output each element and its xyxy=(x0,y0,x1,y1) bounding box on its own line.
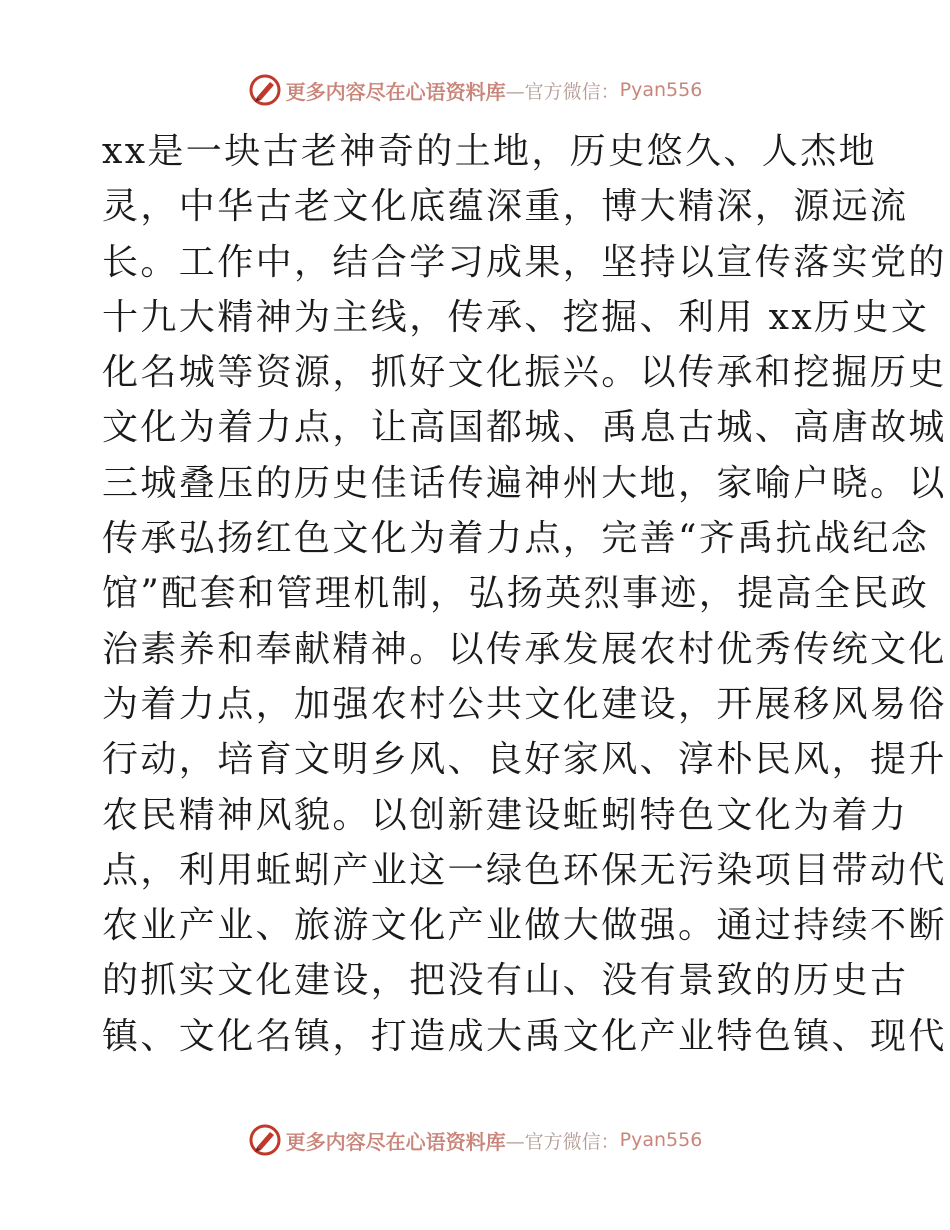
body-line: 文化为着力点，让高国都城、禹息古城、高唐故城 xyxy=(102,407,947,449)
body-line: 十九大精神为主线，传承、挖掘、利用 xx历史文 xyxy=(102,296,930,338)
body-line: 农业产业、旅游文化产业做大做强。通过持续不断 xyxy=(102,905,947,947)
body-line: xx是一块古老神奇的土地，历史悠久、人杰地 xyxy=(102,131,878,172)
header-banner-id: Pyan556 xyxy=(619,79,703,101)
header-banner-separator: —官方微信： xyxy=(505,80,620,103)
footer-banner xyxy=(0,1118,950,1162)
body-line: 的抓实文化建设，把没有山、没有景致的历史古 xyxy=(102,960,909,1002)
body-line: 为着力点，加强农村公共文化建设，开展移风易俗 xyxy=(102,683,947,725)
body-line: 灵，中华古老文化底蕴深重，博大精深，源远流 xyxy=(102,186,909,228)
body-line: 三城叠压的历史佳话传遍神州大地，家喻户晓。以 xyxy=(102,462,947,504)
footer-banner-id: Pyan556 xyxy=(619,1129,703,1151)
body-line: 馆”配套和管理机制，弘扬英烈事迹，提高全民政 xyxy=(102,573,930,615)
body-line: 治素养和奉献精神。以传承发展农村优秀传统文化 xyxy=(102,628,947,670)
pen-logo-icon xyxy=(248,1123,282,1157)
footer-banner-separator: —官方微信： xyxy=(505,1130,620,1153)
header-banner xyxy=(0,68,950,112)
body-line: 点，利用蚯蚓产业这一绿色环保无污染项目带动代 xyxy=(102,849,947,891)
footer-banner-text: 更多内容尽在心语资料库 xyxy=(285,1129,506,1154)
body-line: 农民精神风貌。以创新建设蚯蚓特色文化为着力 xyxy=(102,794,909,836)
body-line: 长。工作中，结合学习成果，坚持以宣传落实党的 xyxy=(102,241,947,283)
pen-logo-icon xyxy=(248,73,282,107)
body-line: 传承弘扬红色文化为着力点，完善“齐禹抗战纪念 xyxy=(102,518,930,560)
header-banner-text: 更多内容尽在心语资料库 xyxy=(285,79,506,104)
body-line: 化名城等资源，抓好文化振兴。以传承和挖掘历史 xyxy=(102,352,947,394)
body-line: 镇、文化名镇，打造成大禹文化产业特色镇、现代 xyxy=(102,1015,947,1057)
body-text xyxy=(102,124,947,1064)
body-line: 行动，培育文明乡风、良好家风、淳朴民风，提升 xyxy=(102,739,947,781)
